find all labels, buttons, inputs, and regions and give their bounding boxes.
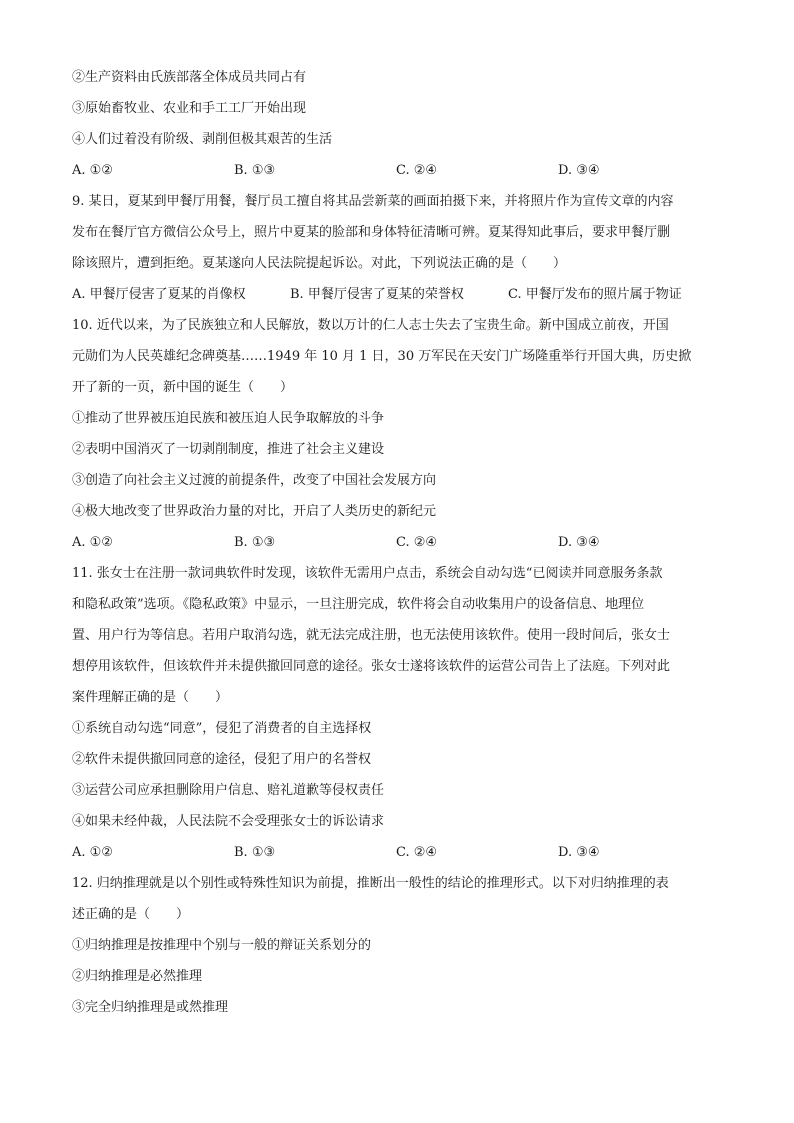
q9-options [72,279,722,310]
q10-item-1: ①推动了世界被压迫民族和被压迫人民争取解放的斗争 [72,411,385,426]
q12-item-3: ③完全归纳推理是或然推理 [72,1000,229,1015]
q10-option-c: C. ②④ [396,535,438,550]
q12-item-2: ②归纳推理是必然推理 [72,969,203,984]
q11-item-2: ②软件未提供撤回同意的途径，侵犯了用户的名誉权 [72,752,372,767]
q9-stem-line-3: 除该照片，遭到拒绝。夏某遂向人民法院提起诉讼。对此，下列说法正确的是（ ） [72,256,567,271]
q8-item-4: ④人们过着没有阶级、剥削但极其艰苦的生活 [72,132,333,147]
q11-stem-line-2: 和隐私政策”选项。《隐私政策》中显示，一旦注册完成，软件将会自动收集用户的设备信息、地理位 [72,597,645,612]
q10-item-3: ③创造了向社会主义过渡的前提条件，改变了中国社会发展方向 [72,473,437,488]
q12-item-1: ①归纳推理是按推理中个别与一般的辩证关系划分的 [72,938,372,953]
q11-option-b: B. ①③ [234,845,276,860]
q11-item-3: ③运营公司应承担删除用户信息、赔礼道歉等侵权责任 [72,783,385,798]
q11-options [72,837,722,868]
q10-option-a: A. ①② [72,535,113,550]
q8-options [72,155,722,186]
q10-stem-line-2: 元勋们为人民英雄纪念碑奠基……1949 年 10 月 1 日，30 万军民在天安门广场隆重举行开国大典，历史掀 [72,349,692,364]
q9-option-a: A. 甲餐厅侵害了夏某的肖像权 [72,287,246,302]
q10-item-4: ④极大地改变了世界政治力量的对比，开启了人类历史的新纪元 [72,504,437,519]
question-12 [72,868,722,1023]
q11-item-4: ④如果未经仲裁，人民法院不会受理张女士的诉讼请求 [72,814,385,829]
q11-stem-line-1: 11. 张女士在注册一款词典软件时发现，该软件无需用户点击，系统会自动勾选“已阅读并同意服务条款 [72,566,663,581]
q9-option-b: B. 甲餐厅侵害了夏某的荣誉权 [290,287,464,302]
q10-stem-line-1: 10. 近代以来，为了民族独立和人民解放，数以万计的仁人志士失去了宝贵生命。新中国成立前夜，开国 [72,318,669,333]
q11-option-a: A. ①② [72,845,113,860]
question-9 [72,186,722,310]
q10-option-b: B. ①③ [234,535,276,550]
q9-stem-line-1: 9. 某日，夏某到甲餐厅用餐，餐厅员工擅自将其品尝新菜的画面拍摄下来，并将照片作为宣传文章的内容 [72,194,674,209]
q8-option-b: B. ①③ [234,163,276,178]
q11-item-1: ①系统自动勾选“同意”，侵犯了消费者的自主选择权 [72,721,372,736]
q8-option-d: D. ③④ [558,163,600,178]
q12-stem-line-1: 12. 归纳推理就是以个别性或特殊性知识为前提，推断出一般性的结论的推理形式。以下对归纳推理的表 [72,876,669,891]
q11-option-d: D. ③④ [558,845,600,860]
q10-stem-line-3: 开了新的一页，新中国的诞生（ ） [72,380,294,395]
q11-option-c: C. ②④ [396,845,438,860]
q10-item-2: ②表明中国消灭了一切剥削制度，推进了社会主义建设 [72,442,385,457]
q10-options [72,527,722,558]
q8-option-c: C. ②④ [396,163,438,178]
q11-stem-line-5: 案件理解正确的是（ ） [72,690,229,705]
exam-page [72,62,722,1023]
q8-item-3: ③原始畜牧业、农业和手工工厂开始出现 [72,101,307,116]
q12-stem-line-2: 述正确的是（ ） [72,907,190,922]
q10-option-d: D. ③④ [558,535,600,550]
q9-stem-line-2: 发布在餐厅官方微信公众号上，照片中夏某的脸部和身体特征清晰可辨。夏某得知此事后，要求甲餐厅删 [72,225,671,240]
q11-stem-line-4: 想停用该软件，但该软件并未提供撤回同意的途径。张女士遂将该软件的运营公司告上了法庭。下列对此 [72,659,671,674]
question-10 [72,310,722,558]
q8-item-2: ②生产资料由氏族部落全体成员共同占有 [72,70,307,85]
q11-stem-line-3: 置、用户行为等信息。若用户取消勾选，就无法完成注册，也无法使用该软件。使用一段时间后，张女士 [72,628,671,643]
question-11 [72,558,722,868]
q9-option-c: C. 甲餐厅发布的照片属于物证 [508,287,682,302]
q8-option-a: A. ①② [72,163,113,178]
question-8-continuation [72,62,722,186]
